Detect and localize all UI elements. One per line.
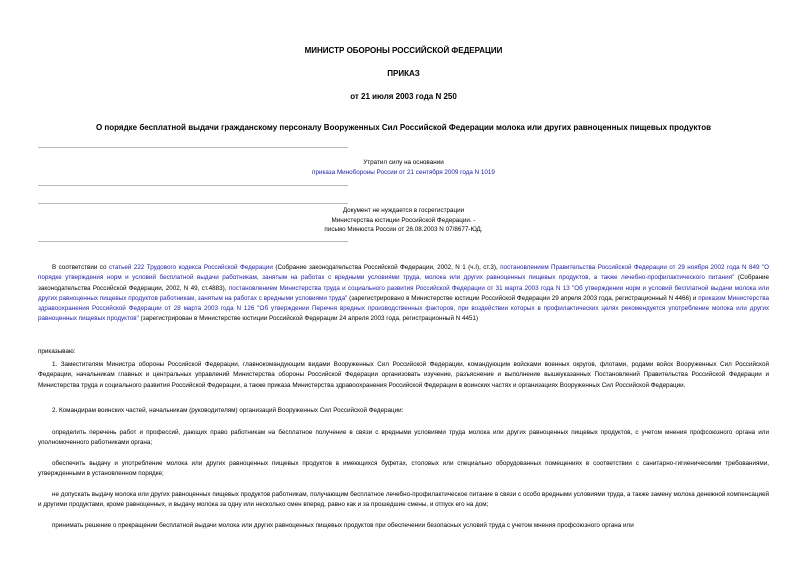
preamble-text: (зарегистрировано в Министерстве юстиции Российской Федерации 29 апреля 2003 года, регистрационный N 4466) и bbox=[347, 294, 699, 302]
document-date-number: от 21 июля 2003 года N 250 bbox=[350, 92, 457, 101]
labor-ministry-resolution-link[interactable]: постановлением Министерства труда и социального развития Российской Федерации от 31 марта 2003 года N 13 "Об утверждении норм и условий бесплатной выдачи молока или других равноценных пищевых продуктов работникам, занятым на работах с вредными условиями труда" bbox=[38, 284, 769, 302]
labor-code-link[interactable]: статьей 222 Трудового кодекса Российской Федерации bbox=[108, 264, 273, 271]
subitem-paragraph: не допускать выдачу молока или других равноценных пищевых продуктов работникам, получающим бесплатное лечебно-профилактическое питание в связи с особо вредными условиями труда, а также замену молока денежной компенсацией и другими продуктами, кроме равноценных, и выдачу молока за одну или несколько смен вперед, равно как и за прошедшие смены, и отпуск его на дом; bbox=[38, 491, 769, 509]
item-1-paragraph: 1. Заместителям Министра обороны Российской Федерации, главнокомандующим видами Вооруженных Сил Российской Федерации, командующим войсками военных округов, флотами, родами войск Вооруженных Сил Российской Федерации, начальникам главных и центральных управлений Министерства обороны Российской Федерации организовать изучение, разъяснение и выполнение вышеуказанных Постановлений Правительства Российской Федерации и Министерства труда и социального развития Российской Федерации, а также приказа Министерства здравоохранения Российской Федерации в воинских частях и организациях Вооруженных Сил Российской Федерации. bbox=[38, 361, 769, 389]
document-title: О порядке бесплатной выдачи гражданскому персоналу Вооруженных Сил Российской Федерации молока или других равноценных пищевых продуктов bbox=[95, 123, 712, 132]
status-note bbox=[0, 158, 807, 177]
registration-note-line: письмо Минюста России от 26.08.2003 N 07/8677-ЮД. bbox=[324, 226, 483, 233]
preamble-text: В соответствии со bbox=[52, 264, 109, 271]
preamble-text: (Собрание законодательства Российской Федерации, 2002, N 49, ст.4883), bbox=[38, 274, 769, 292]
government-resolution-link[interactable]: постановлением Правительства Российской Федерации от 29 ноября 2002 года N 849 "О порядке утверждения норм и условий бесплатной выдачи работникам, занятым на работах с вредными условиями труда, молока или других равноценных пищевых продуктов, а также лечебно-профилактического питания" bbox=[38, 264, 769, 282]
preamble-text: (зарегистрирован в Министерстве юстиции Российской Федерации 24 апреля 2003 года, регистрационный N 4451) bbox=[138, 315, 479, 323]
item-2-paragraph: 2. Командирам воинских частей, начальникам (руководителям) организаций Вооруженных Сил Российской Федерации: bbox=[52, 407, 404, 414]
document-type: ПРИКАЗ bbox=[387, 69, 420, 78]
status-note-text: Утратил силу на основании bbox=[363, 159, 444, 166]
divider bbox=[38, 147, 348, 148]
divider bbox=[38, 185, 348, 186]
ministry-heading: МИНИСТР ОБОРОНЫ РОССИЙСКОЙ ФЕДЕРАЦИИ bbox=[304, 46, 503, 55]
preamble-paragraph bbox=[38, 263, 769, 325]
registration-note-line: Министерства юстиции Российской Федерации. - bbox=[331, 216, 476, 224]
divider bbox=[38, 241, 348, 242]
divider bbox=[38, 203, 348, 204]
subitem-paragraph: принимать решение о прекращении бесплатной выдачи молока или других равноценных пищевых продуктов при обеспечении безопасных условий труда с учетом мнения профсоюзного органа или bbox=[52, 522, 634, 529]
subitem-paragraph: определить перечень работ и профессий, дающих право работникам на бесплатное получение в связи с вредными условиями труда молока или других равноценных пищевых продуктов, с учетом мнения профсоюзного органа или уполномоченного работниками органа; bbox=[38, 429, 769, 447]
preamble-text: (Собрание законодательства Российской Федерации, 2002, N 1 (ч.I), ст.3), bbox=[272, 264, 501, 271]
repeal-order-link[interactable]: приказа Минобороны России от 21 сентября 2009 года N 1019 bbox=[312, 168, 495, 176]
health-ministry-order-link[interactable]: приказом Министерства здравоохранения Российской Федерации от 28 марта 2003 года N 126 "Об утверждении Перечня вредных производственных факторов, при воздействии которых в профилактических целях рекомендуется употребление молока или других равноценных пищевых продуктов" bbox=[38, 294, 769, 323]
registration-note-line: Документ не нуждается в госрегистрации bbox=[342, 207, 465, 214]
registration-note bbox=[0, 206, 807, 235]
order-word: приказываю: bbox=[38, 348, 76, 355]
subitem-paragraph: обеспечить выдачу и употребление молока или других равноценных пищевых продуктов в имеющихся буфетах, столовых или специально оборудованных помещениях в соответствии с санитарно-гигиеническими требованиями, утвержденными в установленном порядке; bbox=[38, 460, 769, 478]
